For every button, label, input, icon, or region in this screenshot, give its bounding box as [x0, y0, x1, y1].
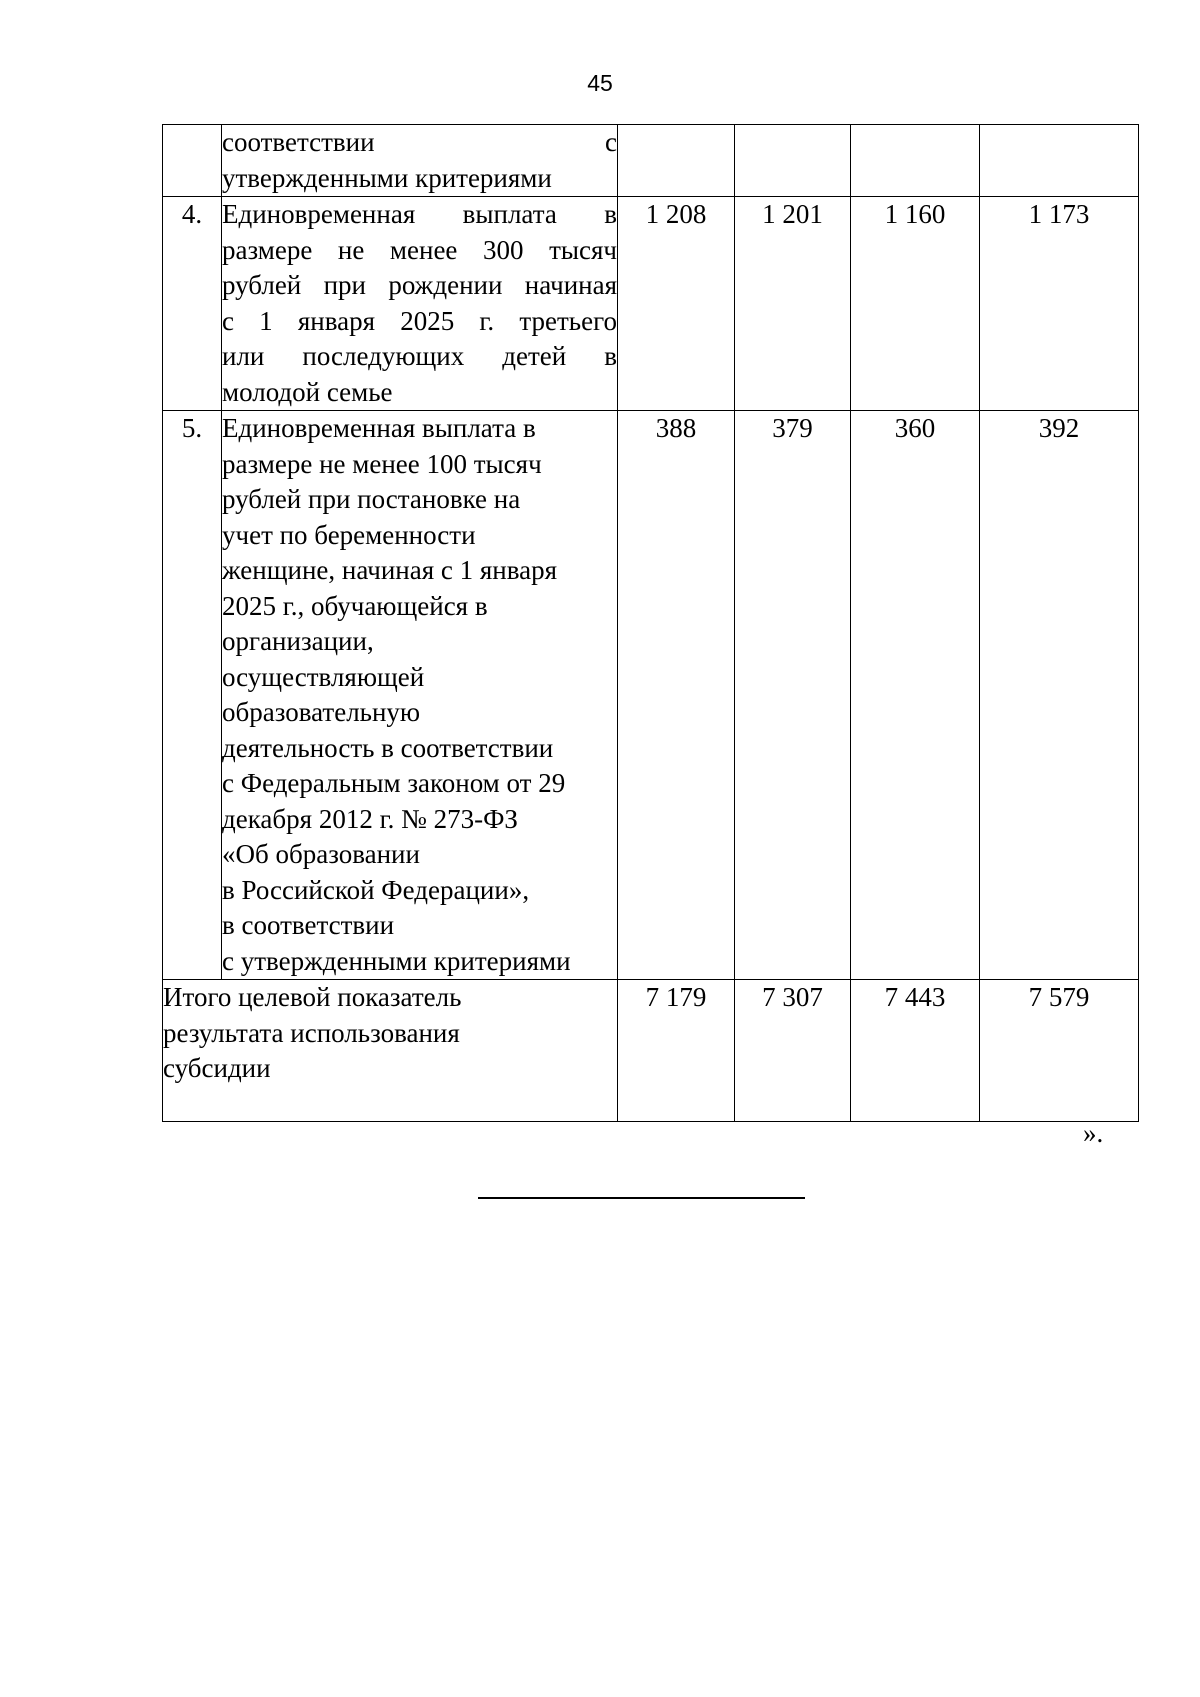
word: выплата — [462, 199, 557, 229]
word: г. — [479, 305, 495, 336]
value-cell — [735, 125, 851, 197]
total-label-line: субсидии — [163, 1053, 271, 1083]
desc-line — [222, 339, 617, 375]
desc-line: рублей при постановке на — [222, 484, 521, 514]
desc-line: декабря 2012 г. № 273-ФЗ — [222, 803, 518, 834]
desc-line: организации, — [222, 626, 374, 656]
desc-line — [222, 197, 617, 233]
value-cell: 1 173 — [980, 197, 1139, 411]
desc-line: деятельность в соответствии — [222, 732, 554, 763]
word: соответствии — [222, 127, 375, 157]
row-description — [222, 411, 618, 980]
word: с — [605, 127, 617, 157]
row-number: 5. — [163, 411, 222, 980]
value-cell — [851, 125, 980, 197]
desc-line: утвержденными критериями — [222, 162, 552, 193]
word: или — [222, 341, 265, 371]
word: в — [604, 341, 617, 371]
total-label-line: Итого целевой показатель — [163, 982, 462, 1012]
word: менее — [389, 234, 458, 265]
desc-line: в Российской Федерации», — [222, 874, 530, 905]
total-value-cell: 7 579 — [980, 980, 1139, 1122]
word: рождении — [388, 270, 503, 300]
desc-line: 2025 г., обучающейся в — [222, 590, 488, 621]
table-row — [163, 125, 1139, 197]
word: не — [337, 234, 365, 265]
desc-line: Единовременная выплата в — [222, 413, 536, 443]
desc-line: в соответствии — [222, 910, 395, 940]
value-cell: 1 201 — [735, 197, 851, 411]
desc-line — [222, 125, 617, 161]
desc-line: «Об образовании — [222, 839, 420, 869]
word: 300 — [483, 234, 524, 265]
desc-line: женщине, начиная с 1 января — [222, 555, 558, 585]
word: тысяч — [549, 234, 617, 265]
row-description — [222, 125, 618, 197]
separator-line — [478, 1197, 805, 1199]
desc-line: с Федеральным законом от 29 — [222, 768, 566, 798]
word: 1 — [259, 305, 273, 336]
total-value-cell: 7 443 — [851, 980, 980, 1122]
desc-line — [222, 233, 617, 269]
word: рублей — [222, 270, 302, 300]
indicator-table — [162, 124, 1139, 1122]
closing-quote-mark: ». — [1083, 1118, 1104, 1148]
word: Единовременная — [222, 199, 416, 229]
value-cell: 1 160 — [851, 197, 980, 411]
word: в — [604, 199, 617, 229]
total-row — [163, 980, 1139, 1122]
word: начиная — [524, 270, 617, 300]
desc-line: с утвержденными критериями — [222, 945, 571, 976]
word: размере — [222, 234, 313, 265]
word: января — [297, 305, 376, 336]
value-cell: 392 — [980, 411, 1139, 980]
total-label-line: результата использования — [163, 1017, 460, 1048]
page-number: 45 — [587, 70, 613, 96]
row-description — [222, 197, 618, 411]
word: детей — [502, 341, 567, 371]
total-label — [163, 980, 618, 1122]
row-number: 4. — [163, 197, 222, 411]
row-number — [163, 125, 222, 197]
word: третьего — [519, 305, 617, 336]
value-cell: 360 — [851, 411, 980, 980]
total-value-cell: 7 179 — [618, 980, 735, 1122]
desc-line: осуществляющей — [222, 661, 425, 692]
desc-line — [222, 268, 617, 304]
value-cell — [618, 125, 735, 197]
word: последующих — [302, 341, 465, 371]
word: 2025 — [400, 305, 455, 336]
value-cell: 1 208 — [618, 197, 735, 411]
desc-line: размере не менее 100 тысяч — [222, 448, 542, 479]
table-row — [163, 411, 1139, 980]
total-value-cell: 7 307 — [735, 980, 851, 1122]
word: с — [222, 305, 234, 336]
desc-line — [222, 304, 617, 340]
word: при — [323, 270, 367, 300]
desc-line: учет по беременности — [222, 519, 476, 550]
desc-line: молодой семье — [222, 376, 393, 407]
value-cell — [980, 125, 1139, 197]
table-row — [163, 197, 1139, 411]
desc-line: образовательную — [222, 697, 421, 727]
value-cell: 388 — [618, 411, 735, 980]
value-cell: 379 — [735, 411, 851, 980]
